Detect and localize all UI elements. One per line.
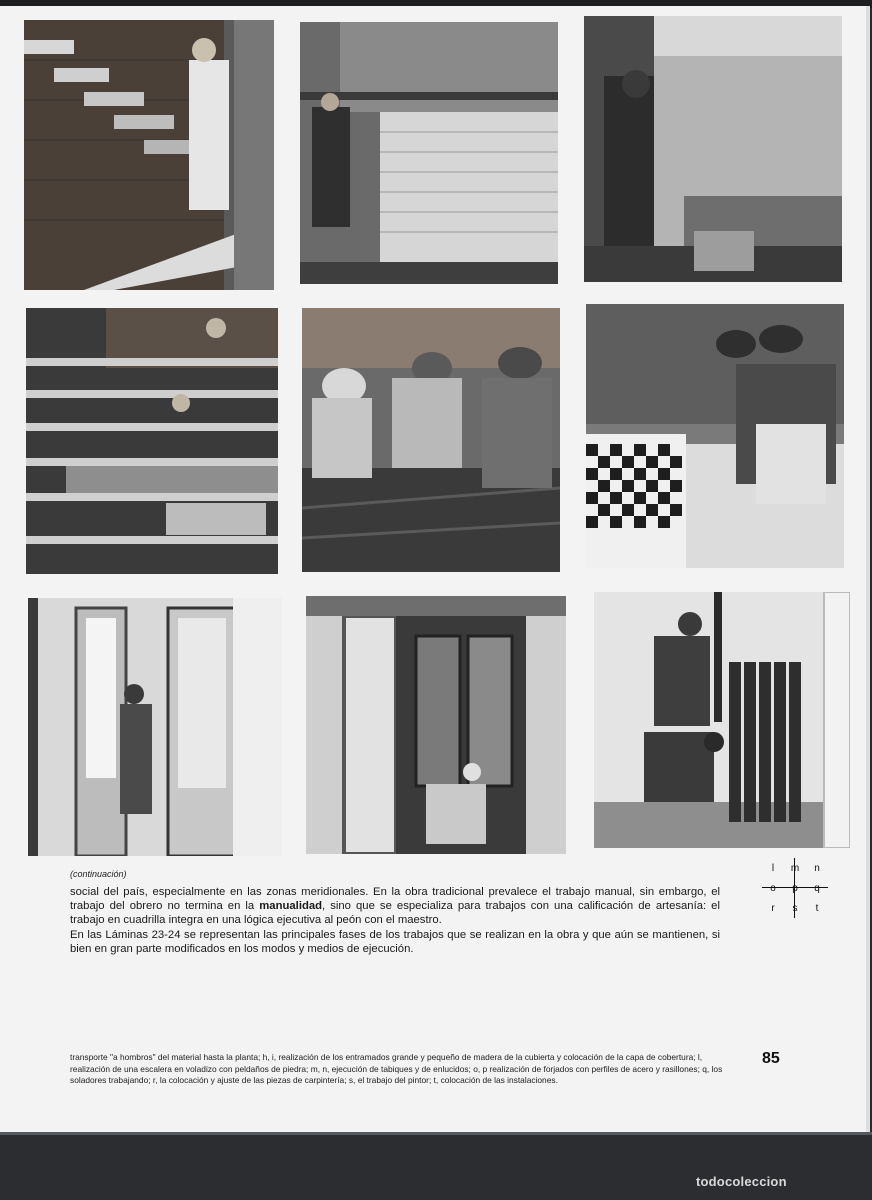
photo-l-stair <box>24 20 274 290</box>
continuation-label: (continuación) <box>70 869 127 879</box>
watermark: todocoleccion <box>696 1174 787 1189</box>
photo-r-carpentry <box>28 598 282 856</box>
page-edge-line <box>0 1132 872 1135</box>
grid-cell: o <box>770 882 776 894</box>
grid-cell: l <box>771 862 775 874</box>
grid-cell: q <box>814 882 820 894</box>
grid-cell: t <box>815 902 819 914</box>
figure-caption: transporte "a hombros" del material hasta la planta; h, i, realización de los entramados grande y pequeño de madera de la cubierta y colocación de la capa de cobertura; l, realización de una escalera en voladizo con peldaños de piedra; m, n, ejecución de tabiques y de enlucidos; o, p realización de forjados con perfiles de acero y rasillones; q, los soladores trabajando; r, la colocación y ajuste de las piezas de carpintería; s, el trabajo del pintor; t, colocación de las instalaciones. <box>70 1052 723 1085</box>
photo-p-mortar-slab <box>302 308 560 572</box>
photo-s-painter <box>306 596 566 854</box>
bottom-background <box>0 1132 872 1200</box>
grid-cell: p <box>792 882 798 894</box>
photo-index-grid <box>762 858 828 918</box>
paragraph-2: En las Láminas 23-24 se representan las principales fases de los trabajos que se realizan en la obra y que aún se mantienen, si bien en gran parte modificados en los modos y medios de ejecución. <box>70 928 720 955</box>
grid-cell: m <box>790 862 800 874</box>
photo-q-tilers <box>586 304 844 568</box>
paragraph-1-emphasis: manualidad <box>259 900 323 913</box>
photo-o-floor-joists <box>26 308 278 574</box>
grid-cell: n <box>814 862 820 874</box>
book-page <box>0 6 870 1132</box>
photo-m-brick-wall <box>300 22 558 284</box>
grid-cell: s <box>792 902 798 914</box>
grid-cell: r <box>771 902 775 914</box>
page-number: 85 <box>762 1050 780 1067</box>
body-paragraphs <box>70 885 720 956</box>
photo-n-plastering <box>584 16 842 282</box>
paragraph-1 <box>70 885 720 928</box>
photo-t-radiator <box>594 592 850 848</box>
paragraph-1-text: social del país, especialmente en las zonas meridionales. En la obra tradicional prevalece el trabajo manual, sin embargo, el trabajo del obrero no termina en la <box>70 886 720 913</box>
paragraph-1-text-end: , sino que se especializa para trabajos con una calificación de artesanía: el trabajo en cuadrilla integra en una lógica ejecutiva al peón con el maestro. <box>70 900 720 927</box>
